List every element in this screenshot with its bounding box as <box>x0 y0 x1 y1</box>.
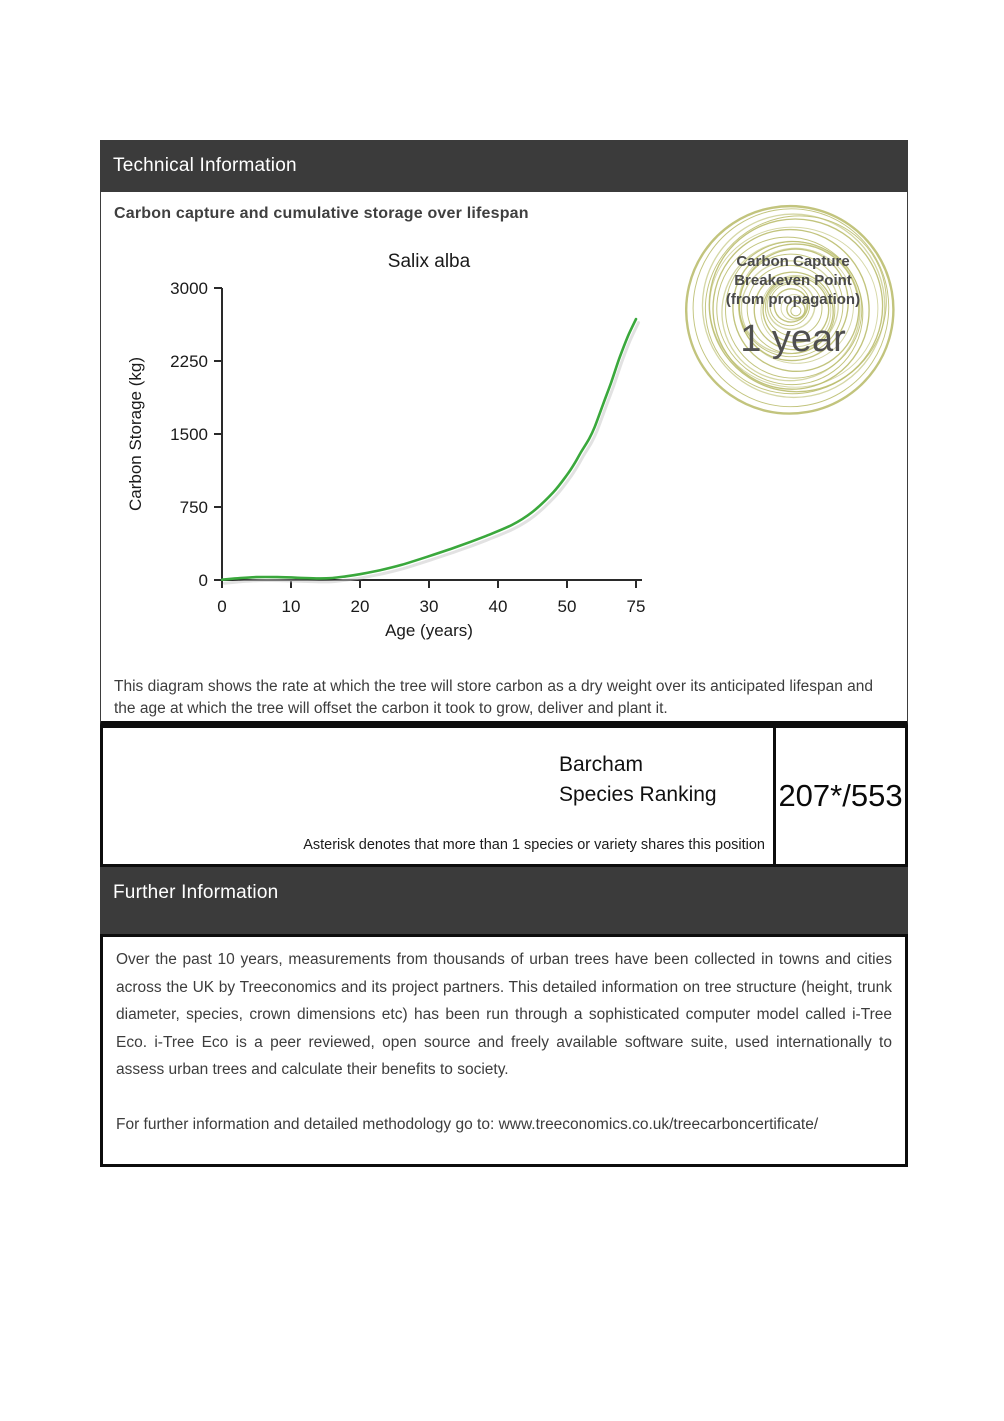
svg-text:Carbon Storage (kg): Carbon Storage (kg) <box>126 356 145 512</box>
chart-section-heading: Carbon capture and cumulative storage over lifespan <box>114 205 529 222</box>
svg-text:Age (years): Age (years) <box>385 621 473 640</box>
breakeven-label-line3: (from propagation) <box>725 291 861 308</box>
svg-text:3000: 3000 <box>170 279 208 298</box>
breakeven-badge-text <box>685 252 901 359</box>
svg-text:30: 30 <box>419 597 439 616</box>
methodology-line <box>116 1111 892 1139</box>
svg-text:0: 0 <box>217 597 227 616</box>
technical-information-title: Technical Information <box>113 155 297 176</box>
species-ranking-box <box>100 725 776 867</box>
breakeven-label-line1: Carbon Capture <box>736 253 850 270</box>
asterisk-note: Asterisk denotes that more than 1 species or variety shares this position <box>303 837 765 853</box>
svg-text:Salix alba: Salix alba <box>387 251 471 272</box>
ranking-label-line2: Species Ranking <box>559 783 717 806</box>
species-ranking-label <box>559 750 717 810</box>
further-information-header <box>100 867 908 934</box>
svg-text:20: 20 <box>350 597 370 616</box>
further-information-title: Further Information <box>113 882 279 903</box>
svg-text:1500: 1500 <box>170 425 208 444</box>
methodology-line-prefix: For further information and detailed methodology go to: <box>116 1115 499 1133</box>
further-information-paragraph: Over the past 10 years, measurements from thousands of urban trees have been collected in towns and cities across the UK by Treeconomics and its project partners. This detailed information on tree structure (height, trunk diameter, species, crown dimensions etc) has been run through a sophisticated computer model called i-Tree Eco. i-Tree Eco is a peer reviewed, open source and freely available software suite, used internationally to assess urban trees and calculate their benefits to society. <box>116 951 892 1078</box>
breakeven-badge <box>685 200 901 416</box>
carbon-storage-chart <box>101 232 701 662</box>
svg-text:0: 0 <box>198 571 208 590</box>
methodology-url[interactable]: www.treeconomics.co.uk/treecarboncertificate/ <box>498 1115 819 1133</box>
breakeven-label-line2: Breakeven Point <box>734 272 852 289</box>
further-information-box <box>100 934 908 1167</box>
breakeven-value: 1 year <box>740 318 846 360</box>
svg-text:2250: 2250 <box>170 352 208 371</box>
species-ranking-value: 207*/553 <box>778 778 903 813</box>
svg-text:10: 10 <box>281 597 301 616</box>
ranking-label-line1: Barcham <box>559 753 644 776</box>
svg-text:750: 750 <box>179 498 208 517</box>
svg-text:50: 50 <box>557 597 577 616</box>
chart-description: This diagram shows the rate at which the tree will store carbon as a dry weight over its anticipated lifespan and the age at which the tree will offset the carbon it took to grow, deliver and plant it. <box>114 678 874 717</box>
technical-panel <box>100 192 908 725</box>
species-ranking-value-box <box>773 725 908 867</box>
svg-text:40: 40 <box>488 597 508 616</box>
svg-text:75: 75 <box>626 597 646 616</box>
technical-information-header <box>100 140 908 192</box>
